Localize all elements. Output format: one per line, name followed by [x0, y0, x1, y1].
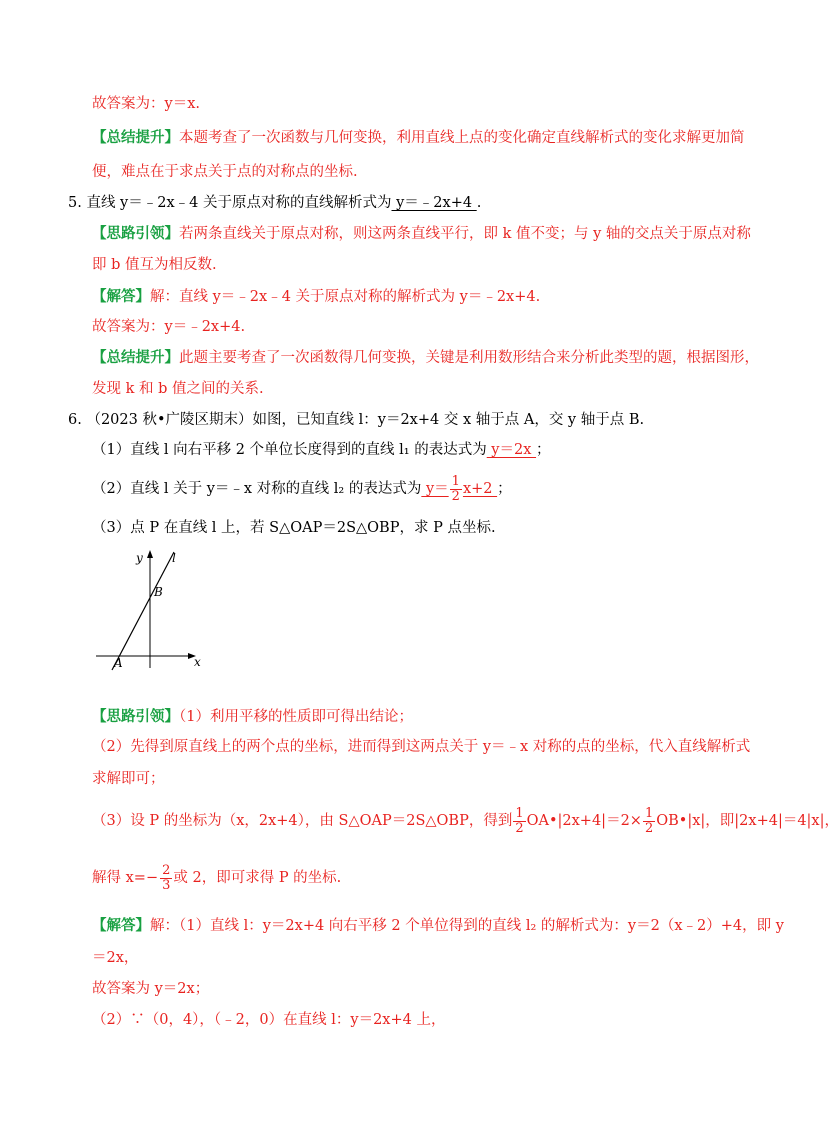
- question-text: 直线 y＝﹣2x﹣4 关于原点对称的直线解析式为: [86, 195, 392, 211]
- solution-3: 故答案为 y＝2x；: [92, 981, 210, 997]
- part-2-end: ；: [497, 481, 512, 497]
- x-axis-label: x: [194, 655, 201, 669]
- part-2-text: （2）直线 l 关于 y＝﹣x 对称的直线 l₂ 的表达式为: [92, 481, 422, 497]
- hint-block: [92, 707, 413, 727]
- solution-2: ＝2x，: [92, 950, 139, 966]
- hint-3: 求解即可；: [92, 771, 165, 787]
- question-number: 5.: [68, 195, 82, 211]
- fraction-num: 1: [451, 473, 460, 489]
- part-1-text: （1）直线 l 向右平移 2 个单位长度得到的直线 l₁ 的表达式为: [92, 442, 487, 458]
- summary-line: [92, 128, 745, 148]
- question-6: [68, 410, 644, 430]
- solution-4: （2）∵（0，4），（﹣2，0）在直线 l：y＝2x+4 上，: [92, 1012, 446, 1028]
- y-axis-label: y: [136, 551, 143, 565]
- fraction-2-den: 2: [644, 820, 654, 836]
- hint-4-c: OB•|x|，即|2x+4|＝4|x|，: [656, 813, 839, 829]
- hint-4-b: OA•|2x+4|＝2×: [526, 813, 642, 829]
- solution-text: 解：直线 y＝﹣2x﹣4 关于原点对称的解析式为 y＝﹣2x+4.: [150, 289, 541, 305]
- hint-tag: 【思路引领】: [92, 225, 179, 242]
- summary-line-5: [92, 348, 759, 368]
- hint-tag-6: 【思路引领】: [92, 708, 179, 725]
- part-2-answer-pre: y＝: [421, 481, 449, 497]
- hint-4-a: （3）设 P 的坐标为（x，2x+4），由 S△OAP＝2S△OBP，得到: [92, 813, 513, 829]
- question-text-6: （2023 秋•广陵区期末）如图，已知直线 l：y＝2x+4 交 x 轴于点 A，交 y 轴于点 B.: [86, 412, 645, 428]
- minus-sign: −: [145, 870, 159, 886]
- fraction-2: [643, 807, 655, 836]
- hint-5-b: 或 2，即可求得 P 的坐标.: [173, 870, 342, 886]
- summary-text: 本题考查了一次函数与几何变换，利用直线上点的变化确定直线解析式的变化求解更加简: [179, 130, 745, 146]
- fraction-3: [160, 864, 172, 893]
- hint-5: [92, 862, 341, 894]
- question-5: [68, 193, 481, 213]
- fraction-1-num: 1: [515, 805, 524, 821]
- fraction-1-den: 2: [515, 820, 524, 836]
- part-2-answer: [421, 473, 498, 504]
- solution-line: [92, 287, 540, 307]
- question-end: .: [476, 195, 482, 211]
- line-label: l: [172, 551, 176, 565]
- fraction: [450, 475, 462, 504]
- fraction-3-den: 3: [162, 877, 171, 893]
- part-2: [92, 474, 512, 504]
- part-1: [92, 440, 551, 460]
- solution-tag: 【解答】: [92, 288, 150, 305]
- point-b-label: B: [154, 585, 163, 599]
- solution-1: 解：（1）直线 l：y＝2x+4 向右平移 2 个单位得到的直线 l₂ 的解析式为：y＝2（x﹣2）+4，即 y: [150, 918, 784, 934]
- hint-text: 若两条直线关于原点对称，则这两条直线平行，即 k 值不变；与 y 轴的交点关于原点对称: [179, 226, 751, 242]
- hint-1: （1）利用平移的性质即可得出结论；: [179, 709, 413, 725]
- fraction-1: [513, 807, 525, 836]
- part-1-answer: y＝2x: [486, 442, 537, 458]
- y-axis-arrow: [147, 550, 153, 558]
- summary-tag-5: 【总结提升】: [92, 349, 179, 366]
- question-number-6: 6.: [68, 412, 82, 428]
- answer-line: 故答案为：y＝x.: [92, 96, 200, 112]
- fraction-3-num: 2: [162, 862, 171, 878]
- solution-tag-6: 【解答】: [92, 917, 150, 934]
- part-1-end: ；: [536, 442, 551, 458]
- line-l: [112, 552, 174, 670]
- part-3: （3）点 P 在直线 l 上，若 S△OAP＝2S△OBP，求 P 点坐标.: [92, 520, 496, 536]
- fraction-2-num: 1: [644, 805, 654, 821]
- summary-tag: 【总结提升】: [92, 129, 179, 146]
- hint-line: [92, 224, 751, 244]
- hint-5-a: 解得 x=: [92, 870, 146, 886]
- fraction-den: 2: [451, 488, 460, 504]
- hint-2: （2）先得到原直线上的两个点的坐标，进而得到这两点关于 y＝﹣x 对称的点的坐标，代入直线解析式: [92, 739, 751, 755]
- solution-block: [92, 916, 784, 936]
- answer-blank: y＝﹣2x+4: [391, 195, 477, 211]
- summary-text-5: 此题主要考查了一次函数得几何变换，关键是利用数形结合来分析此类型的题，根据图形，: [179, 350, 759, 366]
- hint-line-2: 即 b 值互为相反数.: [92, 257, 217, 273]
- point-a-label: A: [114, 656, 123, 670]
- summary-line-2: 便，难点在于求点关于点的对称点的坐标.: [92, 164, 358, 180]
- hint-4: [92, 805, 839, 837]
- part-2-answer-post: x+2: [462, 481, 498, 497]
- line-graph: [92, 548, 204, 670]
- answer-line-5: 故答案为：y＝﹣2x+4.: [92, 319, 246, 335]
- summary-line-5-2: 发现 k 和 b 值之间的关系.: [92, 381, 264, 397]
